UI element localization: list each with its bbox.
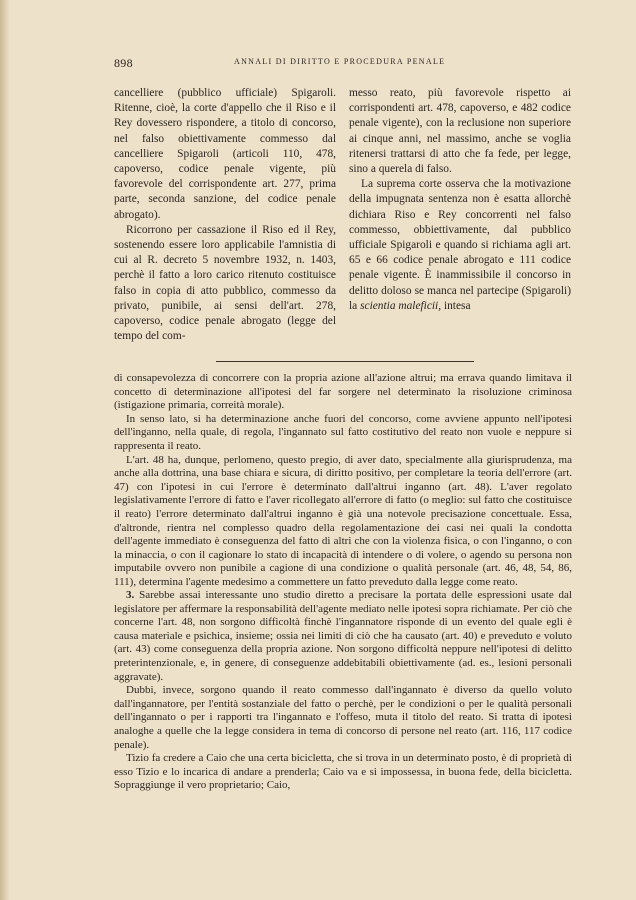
page-gutter-shadow <box>0 0 10 900</box>
note-paragraph-1: di consapevolezza di concorrere con la propria azione all'azione altrui; ma errava quando limitava il concetto di determinazione all'ipotesi del far sorgere nel determinato la risoluzione criminosa (istigazione primaria, correità morale). <box>114 372 572 412</box>
notes-section-3 <box>114 589 572 793</box>
note-paragraph-2: In senso lato, si ha determinazione anche fuori del concorso, come avviene appunto nell'ipotesi dell'inganno, nella quale, di regola, l'ingannato sul fatto costitutivo del reato non vuole e neppure si rappresenta il reato. <box>114 412 572 452</box>
notes-block-continued <box>114 372 572 590</box>
section-3-paragraph-3: Tizio fa credere a Caio che una certa bicicletta, che si trova in un determinato posto, è di proprietà di esso Tizio e lo incarica di andare a prenderla; Caio va e si impossessa, in buona fede, della bicicletta. Sopraggiunge il vero proprietario; Caio, <box>114 752 572 792</box>
left-paragraph-2: Ricorrono per cassazione il Riso ed il Rey, sostenendo essere loro applicabile l'amnistia di cui al R. decreto 5 novembre 1932, n. 1403, perchè il fatto a loro carico ritenuto costituisce falso in copia di atto pubblico, commesso da privato, punibile, ai sensi dell'art. 278, capoverso, codice penale abrogato (legge del tempo del com- <box>114 223 336 343</box>
latin-phrase: scientia maleficii, <box>360 299 442 312</box>
right-paragraph-1: messo reato, più favorevole rispetto ai corrispondenti art. 478, capoverso, e 482 codice penale vigente), con la reclusione non superiore ai cinque anni, nel massimo, anche se voglia ritenersi trattarsi di atto che fa fede, per legge, sino a querela di falso. <box>349 87 571 176</box>
right-paragraph-2-text: La suprema corte osserva che la motivazione della impugnata sentenza non è esatta allorchè dichiara Riso e Rey concorrenti nel falso commesso, obbiettivamente, dal pubblico ufficiale Spigaroli e quando si richiama agli art. 65 e 66 codice penale abrogato e 111 codice penale vigente. È inammissibile il concorso in delitto doloso se manca nel partecipe (Spigaroli) la <box>349 178 571 312</box>
page-number: 898 <box>114 56 133 70</box>
left-column <box>114 86 336 344</box>
running-title: ANNALI DI DIRITTO E PROCEDURA PENALE <box>234 57 446 66</box>
right-column <box>349 86 571 314</box>
section-3-paragraph-1-text: Sarebbe assai interessante uno studio diretto a precisare la portata delle espressioni usate dal legislatore per affermare la responsabilità dell'agente mediato nelle ipotesi sopra richiamate. Per ciò che concerne l'art. 48, non sorgono difficoltà finchè l'ingannatore risponde di un evento del quale egli è causa materiale e psichica, insieme; ossia nei limiti di ciò che ha causato (art. 40) e preveduto e voluto (art. 43) come conseguenza della propria azione. Non sorgono difficoltà neppure nell'ipotesi di delitto preterintenzionale, e, in genere, di conseguenze addebitabili obiettivamente (ad. es., lesioni personali aggravate). <box>114 589 572 683</box>
left-paragraph-1: cancelliere (pubblico ufficiale) Spigaroli. Ritenne, cioè, la corte d'appello che il Riso e il Rey dovessero rispondere, a titolo di concorso, nel falso obiettivamente commesso dal cancelliere Spigaroli (articoli 110, 478, capoverso, codice penale vigente, più favorevole del corrispondente art. 277, prima parte, seconda sanzione, del codice penale abrogato). <box>114 87 336 221</box>
right-paragraph-2-end: intesa <box>443 299 471 312</box>
column-separator-rule <box>216 361 474 362</box>
note-paragraph-3: L'art. 48 ha, dunque, perlomeno, questo pregio, di aver dato, specialmente alla giurisprudenza, ma anche alla dottrina, una base chiara e sicura, di diritto positivo, per completare la teoria dell'errore (art. 47) con l'ipotesi in cui l'errore è determinato dall'altrui inganno (art. 48). L'aver regolato legislativamente l'errore di fatto e l'aver ricollegato all'errore di fatto (o meglio: sul fatto che costituisce il reato) l'errore determinato dall'altrui inganno è già una notevole precisazione concettuale. Essa, d'altronde, rientra nel complesso quadro della regolamentazione dei casi nei quali la condotta dell'agente immediato è conseguenza del fatto di altri che con la violenza fisica, o con l'inganno, o con la minaccia, o con il cagionare lo stato di incapacità di intendere o di volere, o agendo su persona non imputabile ovvero non punibile a cagione di una condizione o qualità personale (art. 46, 48, 54, 86, 111), determina l'agente medesimo a commettere un fatto preveduto dalla legge come reato. <box>114 453 572 588</box>
section-3-paragraph-2: Dubbi, invece, sorgono quando il reato commesso dall'ingannato è diverso da quello voluto dall'ingannatore, per l'entità sostanziale del fatto o perchè, per le condizioni o per le qualità personali dell'ingannato o per i rapporti tra l'ingannato e l'offeso, muta il titolo del reato. Si tratta di ipotesi analoghe a quelle che la legge considera in tema di concorso di persone nel reato (art. 116, 117 codice penale). <box>114 684 572 751</box>
running-header <box>114 56 572 70</box>
section-number: 3. <box>126 589 135 601</box>
right-paragraph-2 <box>349 177 571 314</box>
section-3-paragraph-1 <box>114 589 572 684</box>
